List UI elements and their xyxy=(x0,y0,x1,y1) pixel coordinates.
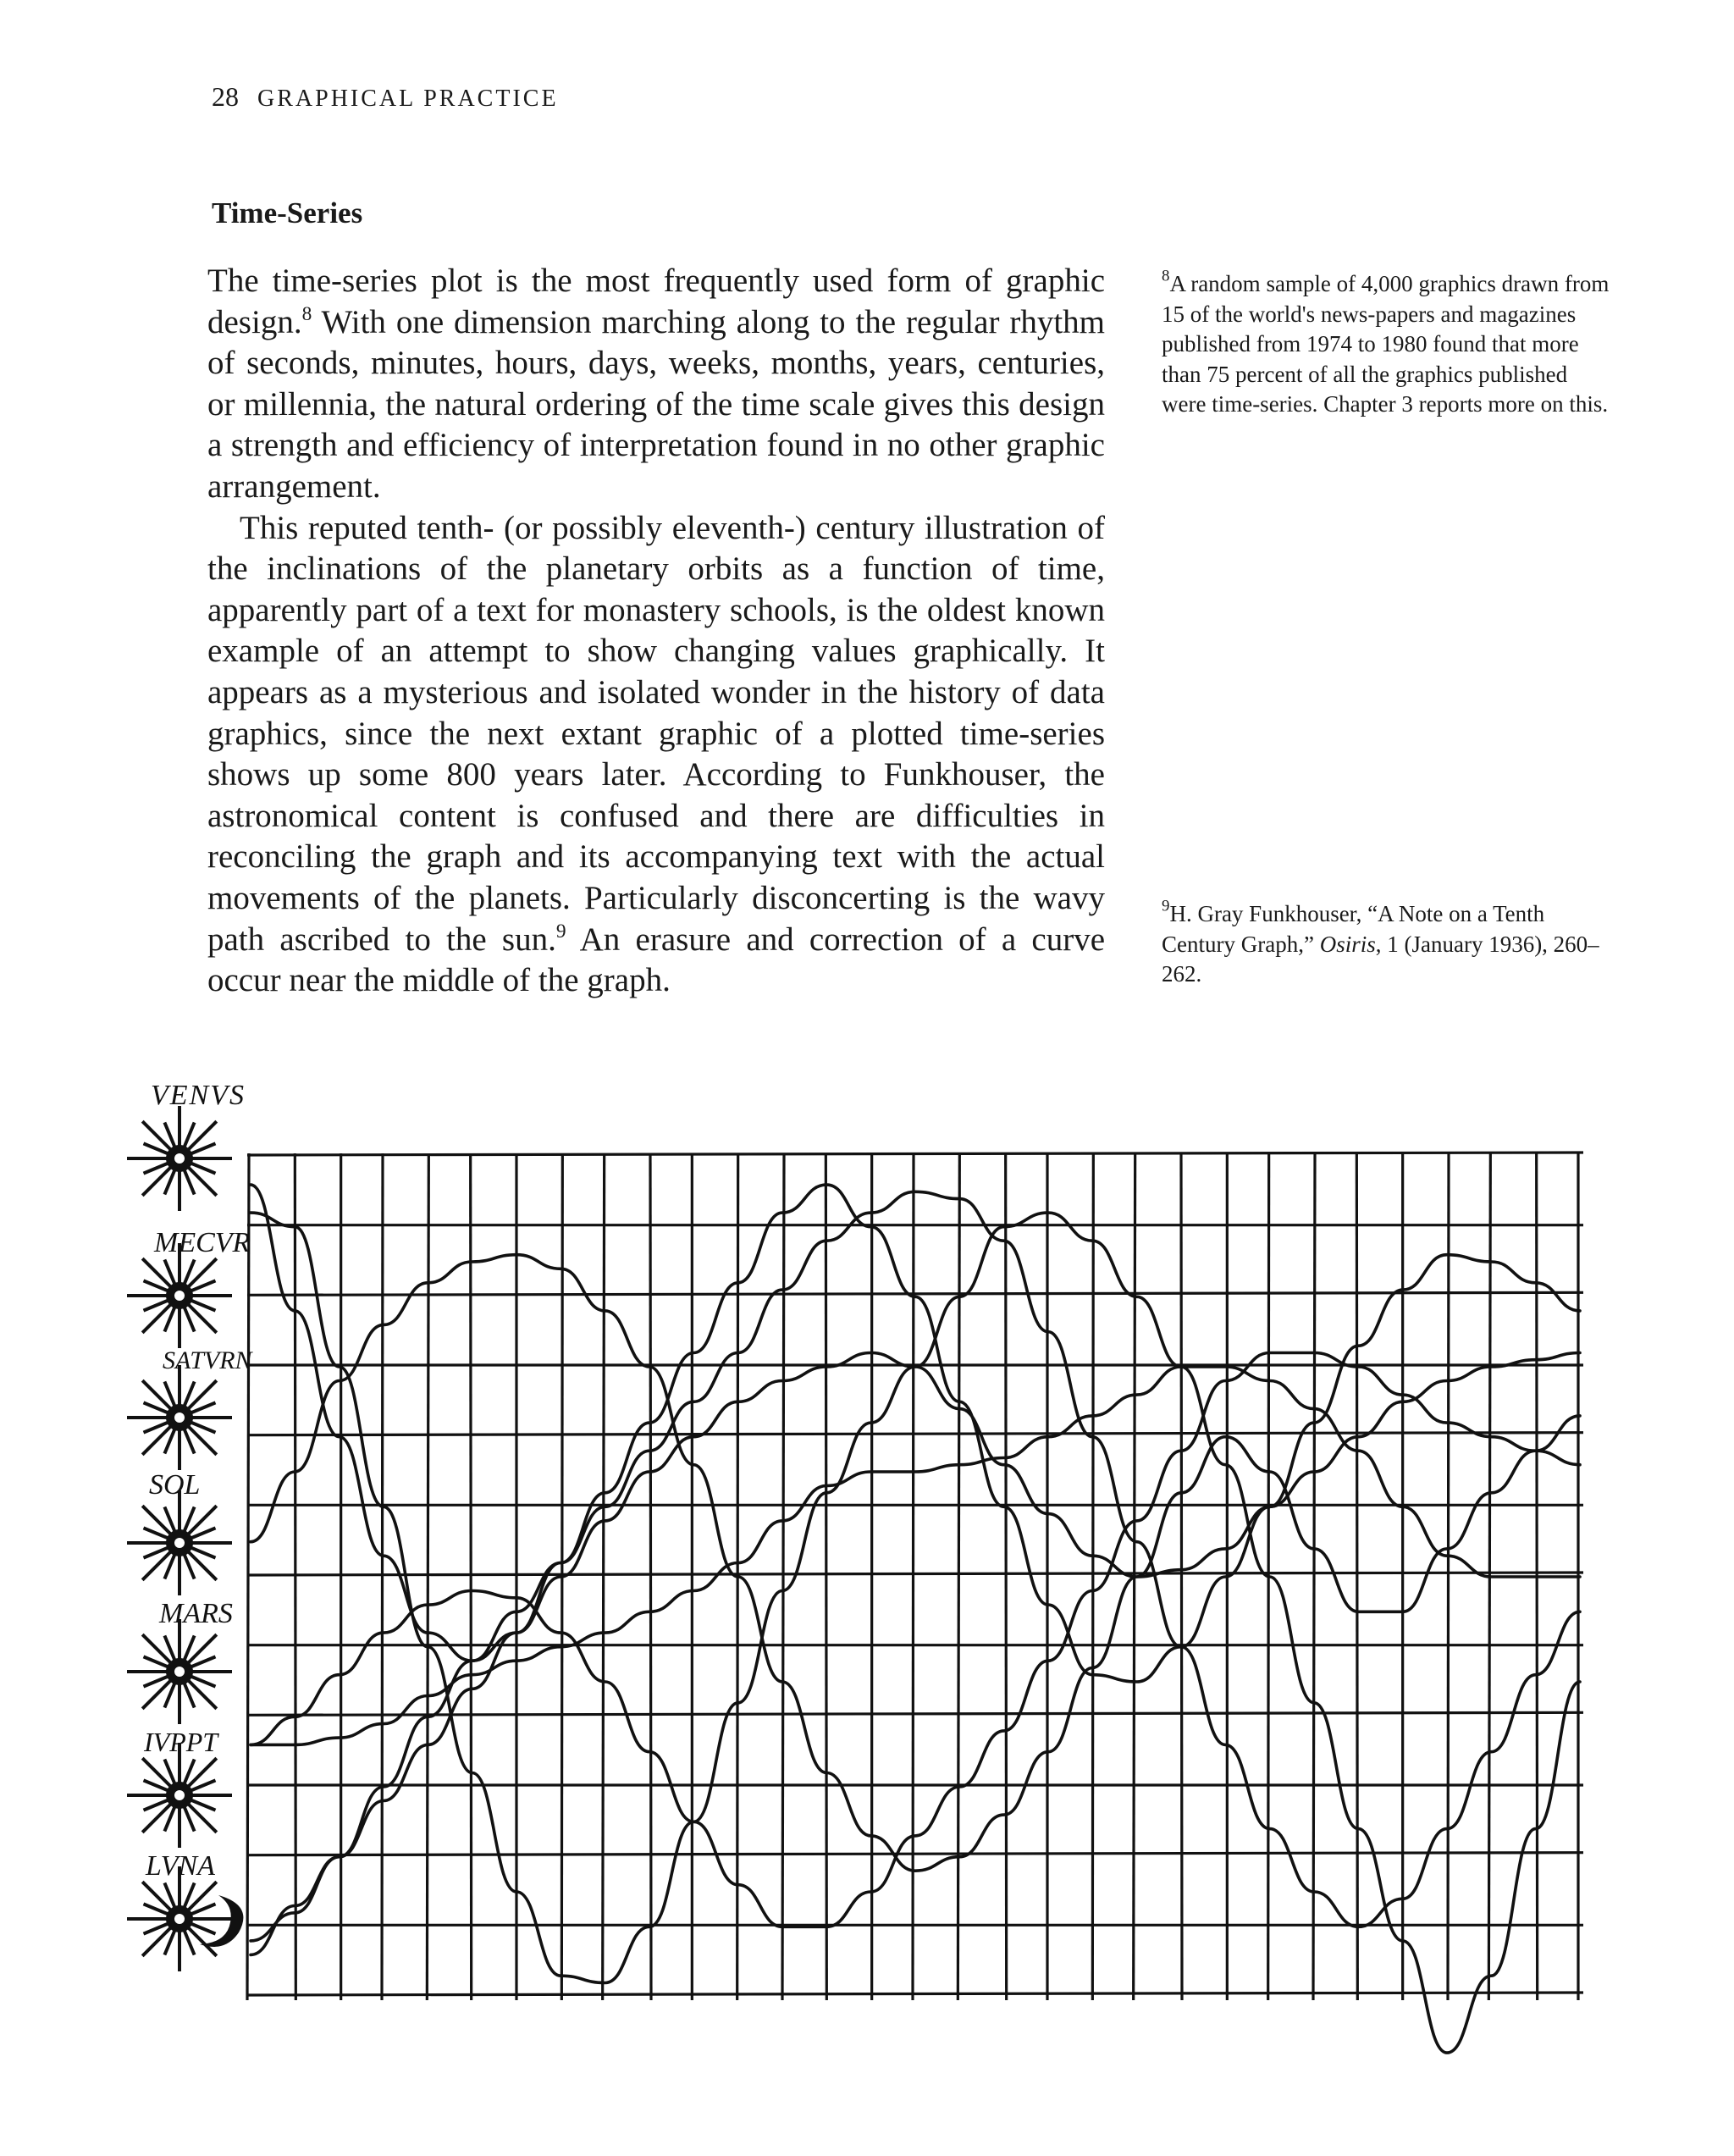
footnote-9-journal: Osiris xyxy=(1319,931,1376,957)
orbit-line-satvrn xyxy=(251,1353,1580,1927)
label-saturn: SATVRN xyxy=(163,1346,252,1374)
planet-labels xyxy=(143,1080,254,1882)
body-text xyxy=(207,261,1105,1002)
planetary-orbits-figure xyxy=(0,1075,1734,2126)
running-head-title: GRAPHICAL PRACTICE xyxy=(257,86,559,112)
grid-vline xyxy=(958,1153,959,2000)
chart-curves xyxy=(251,1185,1580,2053)
footnote-ref-9: 9 xyxy=(555,920,566,943)
label-mercury: MECVR xyxy=(154,1227,251,1258)
star-icon-saturn xyxy=(127,1365,232,1470)
grid-vline xyxy=(1313,1153,1315,2000)
grid-vline xyxy=(1092,1153,1093,2000)
footnote-8-marker: 8 xyxy=(1162,267,1170,285)
grid-hline xyxy=(247,1853,1583,1855)
grid-vline xyxy=(1006,1153,1007,2000)
footnote-ref-8: 8 xyxy=(301,302,312,325)
moon-crescent-icon xyxy=(200,1895,243,1947)
footnote-9-text-b: , 1 (January 1936), 260–262. xyxy=(1162,931,1599,987)
orbit-line-ivppt xyxy=(251,1353,1580,1955)
orbit-line-lvna xyxy=(251,1191,1580,1941)
p1-text-b: With one dimension marching along to the regular rhythm of seconds, minutes, hours, days, weeks, months, years, centuries, or millennia, the natural ordering of the time scale gives this design a strength and efficiency of interpretation found in no other graphic arrangement. xyxy=(207,303,1105,505)
label-mars: MARS xyxy=(159,1598,233,1629)
star-icon-mercury xyxy=(127,1243,232,1348)
label-jupiter: IVPPT xyxy=(144,1727,218,1757)
grid-vline xyxy=(1448,1153,1449,2000)
star-icon-luna xyxy=(127,1866,232,1971)
grid-vline xyxy=(247,1153,249,2000)
label-sol: SOL xyxy=(149,1469,201,1501)
grid-hline xyxy=(247,1712,1583,1715)
running-head xyxy=(212,81,559,113)
star-icon-mars xyxy=(127,1619,232,1724)
orbit-line-venvs xyxy=(251,1213,1580,2053)
label-luna: LVNA xyxy=(146,1850,215,1882)
paragraph-2 xyxy=(207,508,1105,1002)
grid-hline xyxy=(247,1433,1583,1435)
grid-vline xyxy=(782,1153,784,2000)
star-icon-jupiter xyxy=(127,1743,232,1848)
grid-hline xyxy=(247,1573,1583,1575)
grid-vline xyxy=(1181,1153,1182,2000)
grid-vline xyxy=(603,1153,605,2000)
chart-grid xyxy=(247,1153,1583,2000)
grid-vline xyxy=(427,1153,428,2000)
grid-vline xyxy=(382,1153,383,2000)
star-icon-sol xyxy=(127,1490,232,1595)
p2-text-a: This reputed tenth- (or possibly eleventh-) century illustration of the inclinations of the planetary orbits as a function of time, apparently part of a text for monastery schools, is the oldest known example of an attempt to show changing values graphically. It appears as a mysterious and isolated wonder in the history of data graphics, since the next extant graphic of a plotted time-series shows up some 800 years later. According to Funkhouser, the astronomical content is confused and there are difficulties in reconciling the graph and its accompanying text with the actual movements of the planets. Particularly disconcerting is the wavy path ascribed to the sun. xyxy=(207,509,1105,958)
grid-hline xyxy=(247,1153,1583,1155)
grid-vline xyxy=(471,1153,472,2000)
p2-text-b: An erasure and correction of a curve occur near the middle of the graph. xyxy=(207,920,1106,999)
orbit-line-mecvr xyxy=(251,1255,1580,1871)
footnote-8-text: A random sample of 4,000 graphics drawn from 15 of the world's news-papers and magazines published from 1974 to 1980 found that more than 75 percent of all the graphics published were time-series. Chapter 3 reports more on this. xyxy=(1162,271,1610,417)
label-venus: VENVS xyxy=(151,1080,246,1111)
paragraph-1 xyxy=(207,261,1105,508)
footnote-9 xyxy=(1162,899,1610,990)
grid-hline xyxy=(247,1993,1583,1995)
grid-vline xyxy=(650,1153,651,2000)
p1-text-a: The time-series plot is the most frequently used form of graphic design. xyxy=(207,263,1105,340)
page-number: 28 xyxy=(212,81,239,112)
star-icon-venus xyxy=(127,1106,232,1211)
section-title: Time-Series xyxy=(212,196,363,229)
grid-vline xyxy=(1356,1153,1357,2000)
grid-vline xyxy=(913,1153,914,2000)
footnote-9-marker: 9 xyxy=(1162,897,1170,915)
footnote-9-text-a: H. Gray Funkhouser, “A Note on a Tenth Century Graph,” xyxy=(1162,901,1545,957)
planetary-orbits-chart xyxy=(0,1075,1734,2126)
footnote-8 xyxy=(1162,269,1610,420)
grid-hline xyxy=(247,1292,1583,1295)
